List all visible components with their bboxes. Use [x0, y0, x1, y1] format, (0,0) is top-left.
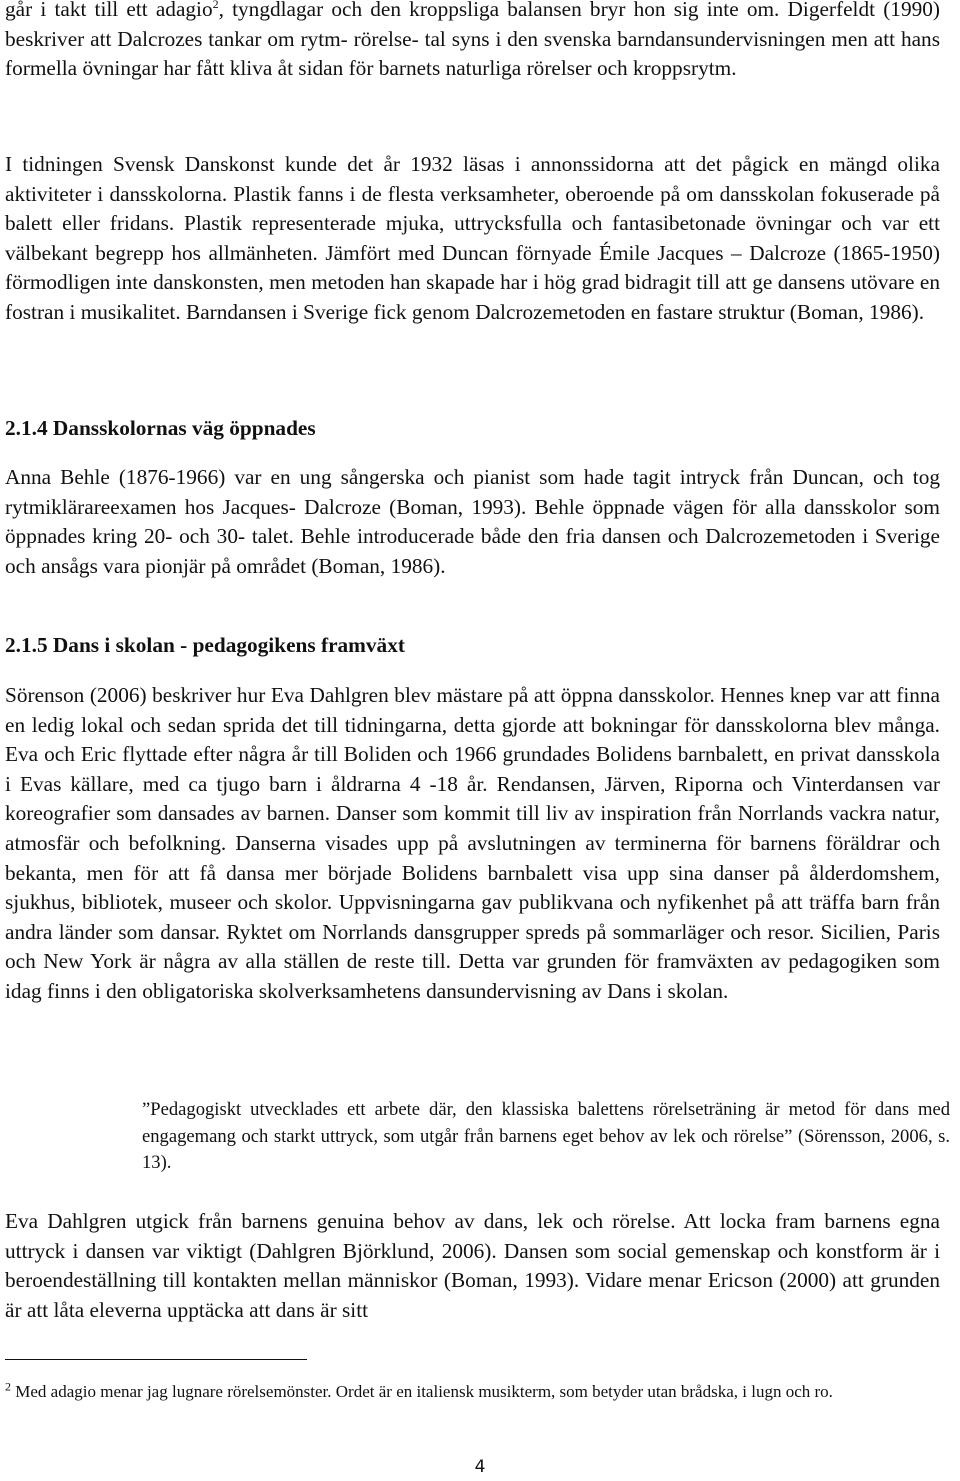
footnote-number: 2	[5, 1379, 11, 1394]
section-heading: 2.1.5 Dans i skolan - pedagogikens framväxt	[5, 633, 405, 657]
block-quote: ”Pedagogiskt utvecklades ett arbete där, den klassiska balettens rörelseträning är metod för dans med engagemang och starkt uttryck, som utgår från barnens eget behov av lek och rörelse” (Sörensson, 2006, s. 13).	[142, 1099, 950, 1173]
body-paragraph: I tidningen Svensk Danskonst kunde det år 1932 läsas i annonssidorna att det pågick en mängd olika aktiviteter i dansskolorna. Plastik fanns i de flesta verksamheter, oberoende på om dansskolan fokuserade på balett eller fridans. Plastik representerade mjuka, uttrycksfulla och fantasibetonade övningar och var ett välbekant begrepp hos allmänheten. Jämfört med Duncan förnyade Émile Jacques – Dalcroze (1865-1950) förmodligen inte danskonsten, men metoden han skapade har i hög grad bidragit till att ge dansens utövare en fostran i musikalitet. Barndansen i Sverige fick genom Dalcrozemetoden en fastare struktur (Boman, 1986).	[5, 152, 940, 324]
paragraph-text: , tyngdlagar och den kroppsliga balansen bryr hon sig inte om. Digerfeldt (1990) beskriver att Dalcrozes tankar om rytm- rörelse- tal syns i den svenska barndansundervisningen men att hans formella övningar har fått kliva åt sidan för barnets naturliga rörelser och kroppsrytm.	[5, 0, 940, 81]
body-paragraph: Sörenson (2006) beskriver hur Eva Dahlgren blev mästare på att öppna dansskolor. Hennes knep var att finna en ledig lokal och sedan sprida det till tidningarna, detta gjorde att bokningar för dansskolorna blev många. Eva och Eric flyttade efter några år till Boliden och 1966 grundades Bolidens barnbalett, en privat dansskola i Evas källare, med ca tjugo barn i åldrarna 4 -18 år. Rendansen, Järven, Riporna och Vinterdansen var koreografier som dansades av barnen. Danser som kommit till liv av inspiration från Norrlands vackra natur, atmosfär och befolkning. Danserna visades upp på avslutningen av terminerna för barnens föräldrar och bekanta, men för att få dansa mer började Bolidens barnbalett visa upp sina danser på ålderdomshem, sjukhus, bibliotek, museer och skolor. Uppvisningarna gav publikvana och nyfikenhet på att träffa barn från andra länder som dansar. Ryktet om Norrlands dansgrupper spreds på sommarläger och resor. Sicilien, Paris och New York är några av alla ställen de reste till. Detta var grunden för framväxten av pedagogiken som idag finns i den obligatoriska skolverksamhetens dansundervisning av Dans i skolan.	[5, 683, 940, 1003]
paragraph-text: går i takt till ett adagio	[5, 0, 213, 21]
footnote-text: Med adagio menar jag lugnare rörelsemönster. Ordet är en italiensk musikterm, som betyder utan brådska, i lugn och ro.	[11, 1382, 833, 1401]
page-number: 4	[474, 1457, 486, 1477]
footnote	[5, 1378, 940, 1405]
footnote-separator	[5, 1359, 307, 1360]
body-paragraph: Eva Dahlgren utgick från barnens genuina behov av dans, lek och rörelse. Att locka fram barnens egna uttryck i dansen var viktigt (Dahlgren Björklund, 2006). Dansen som social gemenskap och konstform är i beroendeställning till kontakten mellan människor (Boman, 1993). Vidare menar Ericson (2000) att grunden är att låta eleverna upptäcka att dans är sitt	[5, 1209, 940, 1322]
section-heading: 2.1.4 Dansskolornas väg öppnades	[5, 416, 316, 440]
footnote-reference: 2	[212, 0, 219, 11]
body-paragraph: Anna Behle (1876-1966) var en ung sångerska och pianist som hade tagit intryck från Duncan, och tog rytmiklärareexamen hos Jacques- Dalcroze (Boman, 1993). Behle öppnade vägen för alla dansskolor som öppnades kring 20- och 30- talet. Behle introducerade både den fria dansen och Dalcrozemetoden i Sverige och ansågs vara pionjär på området (Boman, 1986).	[5, 465, 940, 578]
body-paragraph	[5, 0, 940, 84]
